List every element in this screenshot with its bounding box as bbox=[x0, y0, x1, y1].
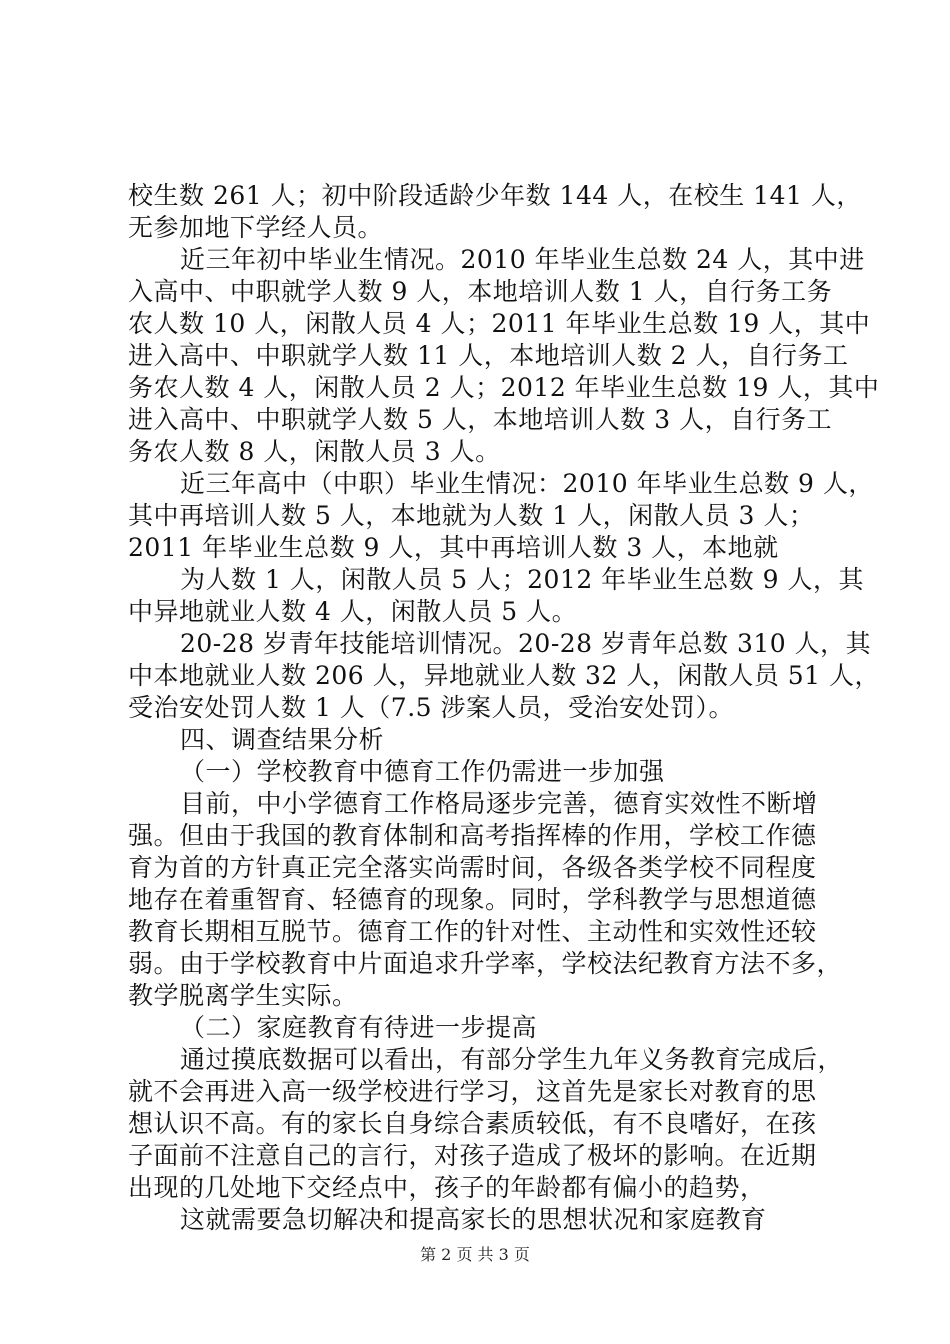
text-line: 强。但由于我国的教育体制和高考指挥棒的作用，学校工作德 bbox=[128, 821, 817, 850]
text-line: 无参加地下学经人员。 bbox=[128, 213, 384, 242]
text-line: 子面前不注意自己的言行，对孩子造成了极坏的影响。在近期 bbox=[128, 1141, 817, 1170]
text-line: 就不会再进入高一级学校进行学习，这首先是家长对教育的思 bbox=[128, 1077, 817, 1106]
text-line: 务农人数 8 人，闲散人员 3 人。 bbox=[128, 437, 501, 466]
text-line: 目前，中小学德育工作格局逐步完善，德育实效性不断增 bbox=[180, 789, 818, 818]
subsection-heading: （二）家庭教育有待进一步提高 bbox=[180, 1013, 538, 1042]
text-line: 中本地就业人数 206 人，异地就业人数 32 人，闲散人员 51 人， bbox=[128, 661, 881, 690]
text-line: 育为首的方针真正完全落实尚需时间，各级各类学校不同程度 bbox=[128, 853, 817, 882]
text-line: 入高中、中职就学人数 9 人，本地培训人数 1 人，自行务工务 bbox=[128, 277, 833, 306]
text-line: 其中再培训人数 5 人，本地就为人数 1 人，闲散人员 3 人； bbox=[128, 501, 815, 530]
section-heading: 四、调查结果分析 bbox=[180, 725, 385, 754]
text-line: 中异地就业人数 4 人，闲散人员 5 人。 bbox=[128, 597, 578, 626]
text-line: 教育长期相互脱节。德育工作的针对性、主动性和实效性还较 bbox=[128, 917, 817, 946]
text-line: 进入高中、中职就学人数 11 人，本地培训人数 2 人，自行务工 bbox=[128, 341, 849, 370]
text-line: 20-28 岁青年技能培训情况。20-28 岁青年总数 310 人，其 bbox=[180, 629, 872, 658]
text-line: 近三年高中（中职）毕业生情况：2010 年毕业生总数 9 人， bbox=[180, 469, 874, 498]
text-line: 2011 年毕业生总数 9 人，其中再培训人数 3 人，本地就 bbox=[128, 533, 779, 562]
page-footer: 第 2 页 共 3 页 bbox=[420, 1245, 530, 1264]
subsection-heading: （一）学校教育中德育工作仍需进一步加强 bbox=[180, 757, 665, 786]
text-line: 务农人数 4 人，闲散人员 2 人；2012 年毕业生总数 19 人，其中 bbox=[128, 373, 880, 402]
text-line: 弱。由于学校教育中片面追求升学率，学校法纪教育方法不多， bbox=[128, 949, 843, 978]
text-line: 教学脱离学生实际。 bbox=[128, 981, 358, 1010]
text-line: 这就需要急切解决和提高家长的思想状况和家庭教育 bbox=[180, 1205, 767, 1234]
text-line: 受治安处罚人数 1 人（7.5 涉案人员，受治安处罚）。 bbox=[128, 693, 735, 722]
text-line: 出现的几处地下交经点中，孩子的年龄都有偏小的趋势， bbox=[128, 1173, 766, 1202]
text-line: 近三年初中毕业生情况。2010 年毕业生总数 24 人，其中进 bbox=[180, 245, 865, 274]
text-line: 地存在着重智育、轻德育的现象。同时，学科教学与思想道德 bbox=[128, 885, 817, 914]
text-line: 进入高中、中职就学人数 5 人，本地培训人数 3 人，自行务工 bbox=[128, 405, 833, 434]
text-line: 想认识不高。有的家长自身综合素质较低，有不良嗜好，在孩 bbox=[128, 1109, 817, 1138]
text-line: 校生数 261 人；初中阶段适龄少年数 144 人，在校生 141 人， bbox=[128, 181, 862, 210]
text-line: 通过摸底数据可以看出，有部分学生九年义务教育完成后， bbox=[180, 1045, 844, 1074]
text-line: 为人数 1 人，闲散人员 5 人；2012 年毕业生总数 9 人，其 bbox=[180, 565, 864, 594]
text-line: 农人数 10 人，闲散人员 4 人；2011 年毕业生总数 19 人，其中 bbox=[128, 309, 871, 338]
